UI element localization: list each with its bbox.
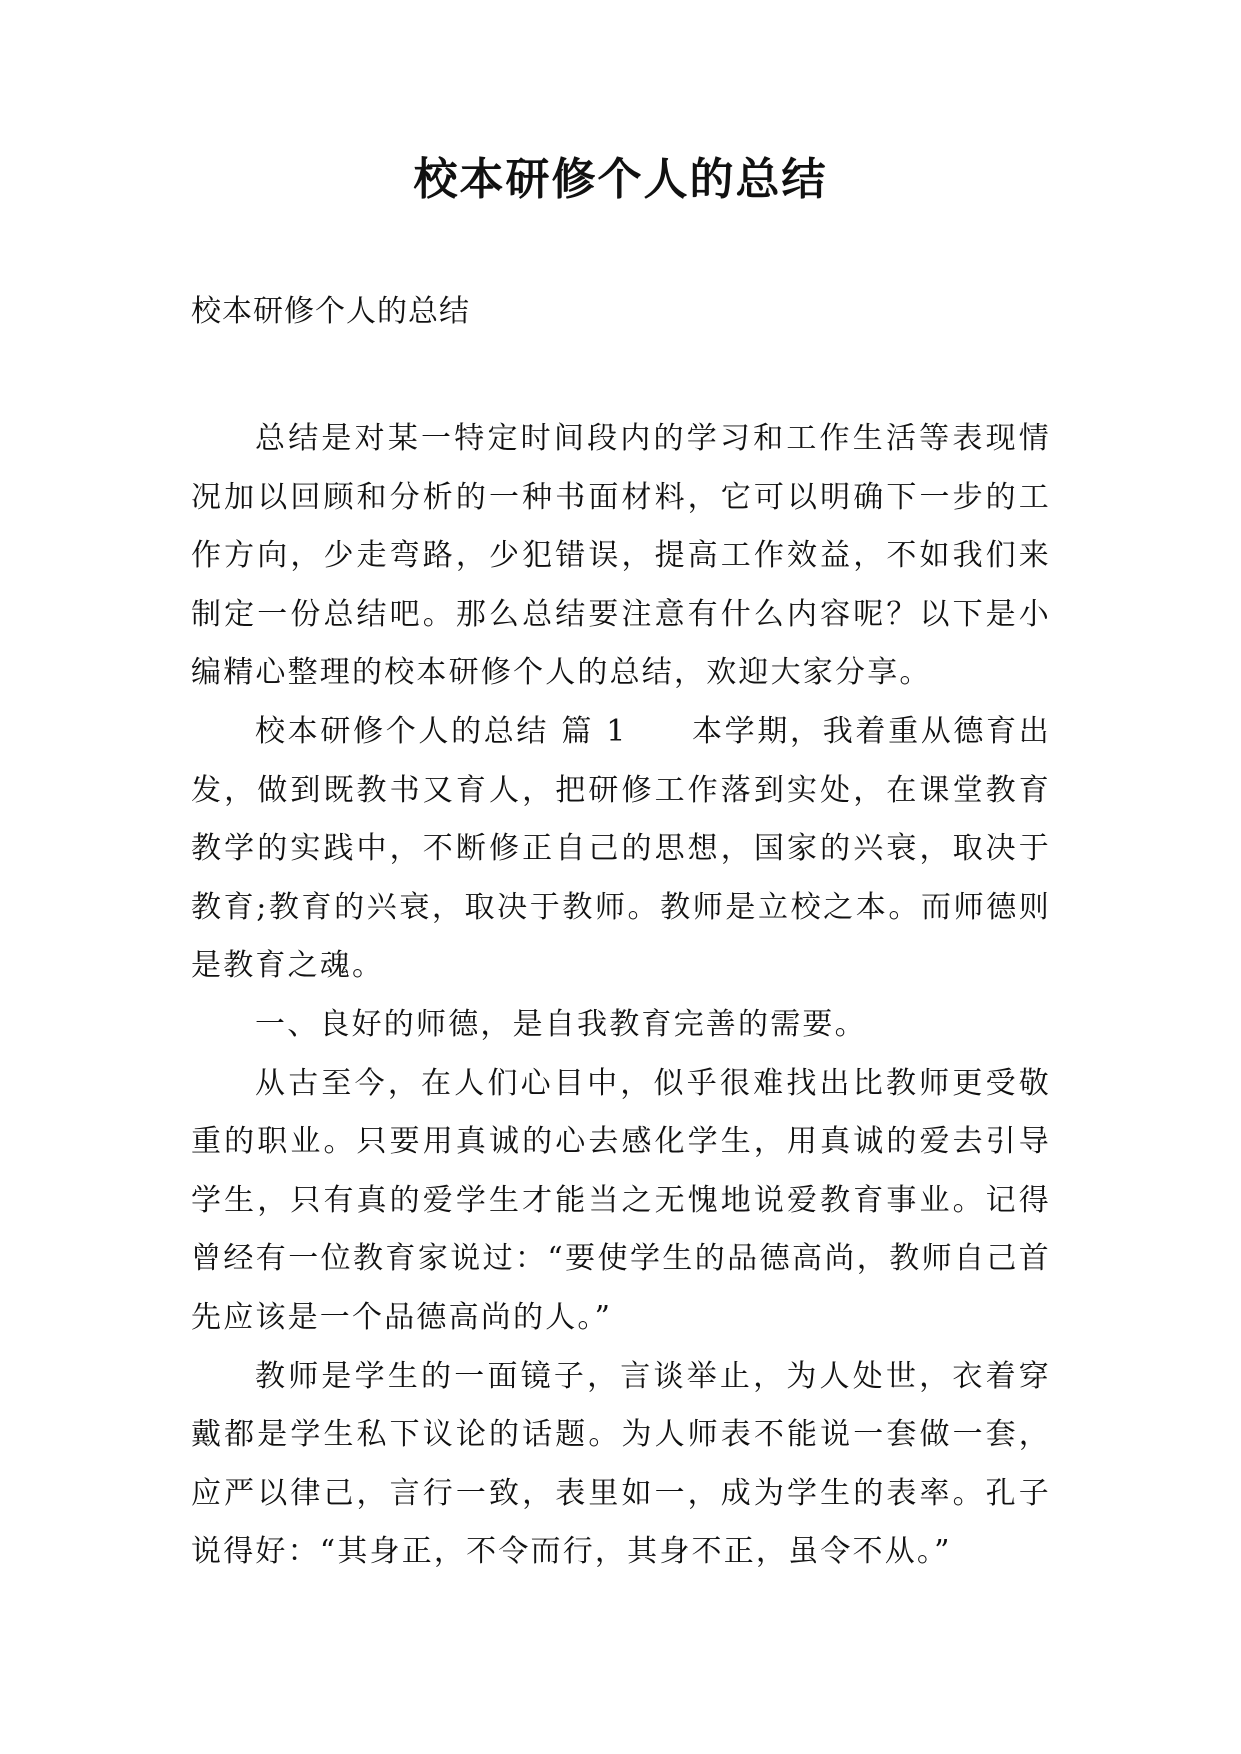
document-subtitle: 校本研修个人的总结 — [191, 294, 470, 329]
paragraph-intro: 总结是对某一特定时间段内的学习和工作生活等表现情况加以回顾和分析的一种书面材料，它可以明确下一步的工作方向，少走弯路，少犯错误，提高工作效益，不如我们来制定一份总结吧。那么总结要注意有什么内容呢？以下是小编精心整理的校本研修个人的总结，欢迎大家分享。 — [191, 421, 1051, 691]
page-title: 校本研修个人的总结 — [413, 154, 828, 205]
paragraph-respect: 从古至今，在人们心目中，似乎很难找出比教师更受敬重的职业。只要用真诚的心去感化学生，用真诚的爱去引导学生，只有真的爱学生才能当之无愧地说爱教育事业。记得曾经有一位教育家说过：“要使学生的品德高尚，教师自己首先应该是一个品德高尚的人。” — [191, 1065, 1051, 1335]
section-label: 校本研修个人的总结 篇 1 — [255, 713, 628, 749]
paragraph-part-1-text: 本学期，我着重从德育出发，做到既教书又育人，把研修工作落到实处，在课堂教育教学的实践中，不断修正自己的思想，国家的兴衰，取决于教育;教育的兴衰，取决于教师。教师是立校之本。而师德则是教育之魂。 — [191, 713, 1051, 984]
paragraph-mirror: 教师是学生的一面镜子，言谈举止，为人处世，衣着穿戴都是学生私下议论的话题。为人师表不能说一套做一套，应严以律己，言行一致，表里如一，成为学生的表率。孔子说得好：“其身正，不令而行，其身不正，虽令不从。” — [191, 1358, 1051, 1570]
section-heading: 一、良好的师德，是自我教育完善的需要。 — [255, 1006, 867, 1042]
paragraph-part-1 — [191, 703, 1051, 996]
document-body — [191, 410, 1051, 1582]
